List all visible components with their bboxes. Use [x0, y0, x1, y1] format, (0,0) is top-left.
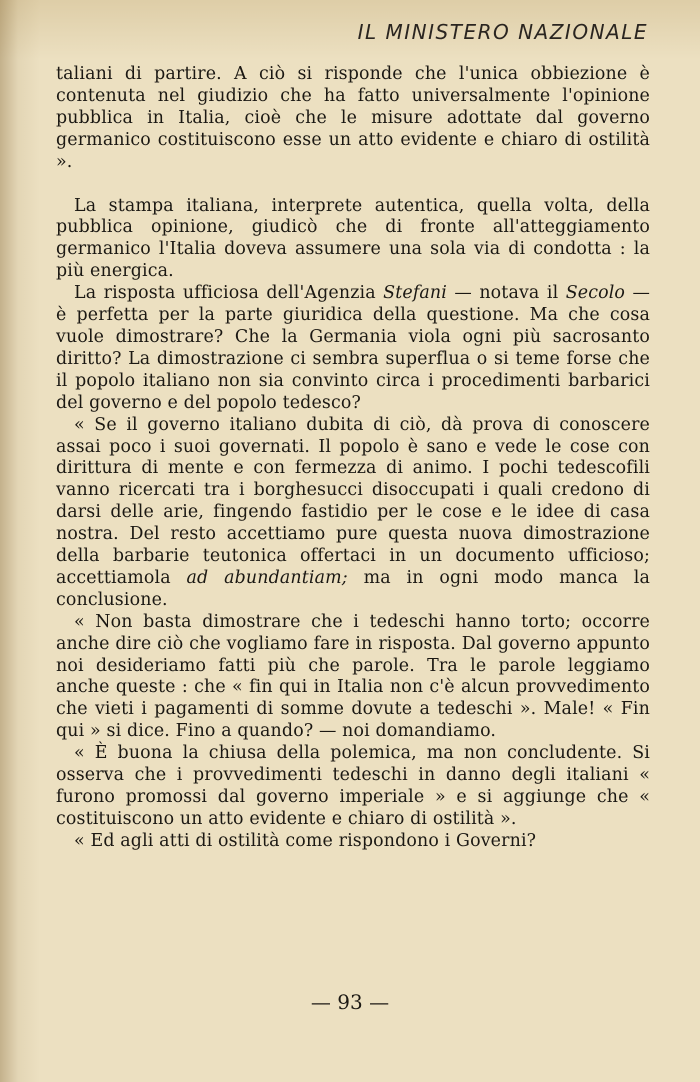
paragraph-3-text-b: — notava il: [446, 283, 566, 304]
paragraph-4: [56, 415, 650, 612]
paragraph-3: [56, 283, 650, 414]
page-number: — 93 —: [310, 990, 390, 1014]
paragraph-3-text-a: La risposta ufficiosa dell'Agenzia: [74, 283, 384, 304]
paragraph-1: taliani di partire. A ciò si risponde che l'unica obbiezione è contenuta nel giudizio che ha fatto universalmente l'opinione pubblica in Italia, cioè che le misure adottate dal governo germanico costituiscono esse un atto evidente e chiaro di ostilità ».: [56, 64, 650, 172]
paragraph-3-text-c: — è perfetta per la parte giuridica della questione. Ma che cosa vuole dimostrare? Che la Germania viola ogni più sacrosanto diritto? La dimostrazione ci sembra superflua o si teme forse che il popolo italiano non sia convinto circa i procedimenti barbarici del governo e del popolo tedesco?: [56, 283, 650, 413]
newspaper-name: Secolo: [565, 283, 626, 304]
paragraph-5: « Non basta dimostrare che i tedeschi hanno torto; occorre anche dire ciò che vogliamo fare in risposta. Dal governo appunto noi desideriamo fatti più che parole. Tra le parole leggiamo anche queste : che « fin qui in Italia non c'è alcun provvedimento che vieti i pagamenti di somme dovute a tedeschi ». Male! « Fin qui » si dice. Fino a quando? — noi domandiamo.: [56, 611, 650, 742]
agency-name: Stefani: [383, 283, 447, 304]
paragraph-4-text-b: ma in ogni modo manca la conclusione.: [56, 567, 650, 610]
running-head: IL MINISTERO NAZIONALE: [357, 20, 648, 44]
paragraph-6: « È buona la chiusa della polemica, ma non concludente. Si osserva che i provvedimenti tedeschi in danno degli italiani « furono promossi dal governo imperiale » e si aggiunge che « costituiscono un atto evidente e chiaro di ostilità ».: [56, 743, 650, 829]
latin-phrase: ad abundantiam;: [186, 567, 348, 588]
paragraph-4-text-a: « Se il governo italiano dubita di ciò, dà prova di conoscere assai poco i suoi governati. Il popolo è sano e vede le cose con dirittura di mente e con fermezza di animo. I pochi tedescofili vanno ricercati tra i borghesucci disoccupati i quali credono di darsi delle arie, fingendo fastidio per le cose e le idee di casa nostra. Del resto accettiamo pure questa nuova dimostrazione della barbarie teutonica offertaci in un documento ufficioso; accettiamola: [56, 414, 650, 588]
paragraph-7: « Ed agli atti di ostilità come rispondono i Governi?: [74, 830, 537, 851]
body-text: [56, 64, 650, 853]
paragraph-2: La stampa italiana, interprete autentica, quella volta, della pubblica opinione, giudicò che di fronte all'atteggiamento germanico l'Italia doveva assumere una sola via di condotta : la più energica.: [56, 195, 650, 282]
